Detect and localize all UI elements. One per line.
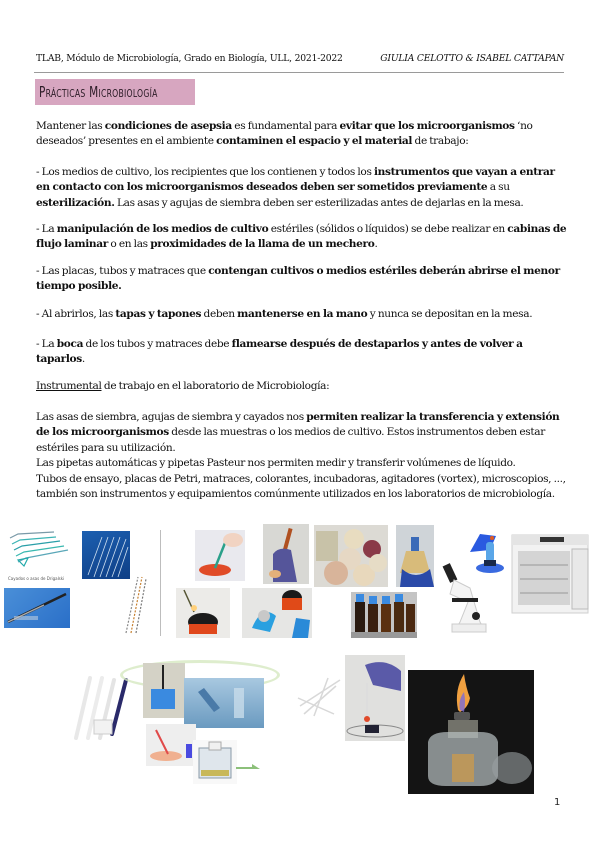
text: ‘no deseados’ presentes en el ambiente: [36, 120, 533, 148]
text: de los tubos y matraces debe: [83, 338, 232, 350]
inoculation-needle-image: [4, 588, 70, 628]
text: a su: [487, 181, 510, 194]
pipetting-petri-image: [146, 724, 196, 766]
text: Tubos de ensayo, placas de Petri, matraces, colorantes, incubadoras, agitadores (vortex), microscopios, ..., también son instrumentos y equipamientos comúnmente utilizados en los laboratorios de microbiología.: [36, 472, 566, 501]
paragraph-open-time: [36, 264, 568, 295]
lab-pipetting-image: [184, 678, 264, 728]
paragraph-flaming: [36, 337, 568, 368]
header-authors: GIULIA CELOTTO & ISABEL CATTAPAN: [380, 52, 564, 64]
bold-text: esterilización.: [36, 196, 115, 209]
bold-text: manipulación de los medios de cultivo: [56, 223, 269, 235]
bold-text: tapas y tapones: [115, 308, 202, 320]
arrow-icon: [236, 759, 260, 769]
text: Mantener las: [36, 120, 105, 132]
incubator-image: [510, 533, 594, 615]
page-title-text: Prácticas Microbiología: [39, 83, 158, 101]
text: .: [81, 353, 85, 366]
bold-text: contaminen el espacio y el material: [216, 135, 413, 148]
text: Las asas y agujas de siembra deben ser esterilizadas antes de dejarlas en la mesa.: [114, 196, 524, 209]
paragraph-asepsis-intro: [36, 119, 568, 150]
flaming-tube-gloved-image: [242, 588, 312, 638]
bold-text: condiciones de asepsia: [104, 120, 232, 132]
paragraph-instrumental-heading: [36, 379, 568, 394]
header-divider: [34, 72, 564, 73]
bold-text: proximidades de la llama de un mechero: [150, 238, 375, 251]
text: - Las placas, tubos y matraces que: [36, 265, 209, 277]
page-title: [35, 79, 195, 105]
bold-text: flamearse después de destaparlos y antes de volver a taparlos: [36, 338, 523, 366]
petri-dishes-image: [314, 525, 388, 587]
text: - Los medios de cultivo, los recipientes que los contienen y todos los: [36, 166, 374, 178]
text: deben: [201, 308, 238, 320]
flaming-loop-image: [176, 588, 230, 638]
text: de trabajo:: [412, 135, 469, 148]
text: .: [374, 238, 378, 251]
pasteur-pipettes-image: [294, 676, 344, 720]
paragraph-instruments: [36, 410, 568, 502]
bold-text: mantenerse en la mano: [237, 308, 368, 320]
text: - La: [36, 223, 57, 235]
bold-text: boca: [56, 338, 84, 350]
page-number: 1: [554, 797, 561, 808]
pipetting-tube-rack-image: [143, 663, 185, 718]
paragraph-lids: [36, 307, 568, 322]
flask-gloved-hand-image: [396, 525, 434, 587]
text: o en las: [108, 238, 151, 251]
inoculation-loops-image: [82, 531, 130, 579]
bold-text: instrumentos que vayan a entrar en contacto con los microorganismos deseados deben ser sometidos previamente: [36, 166, 555, 194]
streaking-petri-dish-image: [195, 530, 245, 581]
drigalski-caption: Cayados o asas de Drigalski: [8, 576, 65, 581]
text: desde las muestras o los medios de cultivo. Estos instrumentos deben estar estériles para su utilización.: [36, 426, 545, 454]
gloved-hand-tube-image: [263, 524, 309, 584]
text: y nunca se depositan en la mesa.: [367, 308, 533, 320]
page-header: [36, 50, 564, 66]
spirit-lamp-image: [408, 670, 534, 794]
microscope-image: [440, 562, 496, 634]
striped-pipettes-image: [122, 575, 148, 635]
drigalski-spreaders-image: [6, 530, 70, 568]
bold-text: cabinas de flujo laminar: [36, 223, 567, 251]
automatic-pipettes-image: [68, 672, 132, 744]
collage-divider: [160, 530, 161, 636]
laminar-box-image: [193, 740, 237, 784]
stain-bottles-image: [351, 592, 417, 638]
paragraph-sterilization: [36, 165, 568, 211]
header-course-info: TLAB, Módulo de Microbiología, Grado en Biología, ULL, 2021-2022: [36, 52, 343, 64]
text: es fundamental para: [231, 120, 340, 132]
pipetting-on-plate-image: [345, 655, 405, 741]
text: de trabajo en el laboratorio de Microbiología:: [101, 380, 330, 392]
text: - La: [36, 338, 57, 350]
paragraph-culture-handling: [36, 222, 568, 253]
text: - Al abrirlos, las: [36, 308, 116, 320]
text: Las pipetas automáticas y pipetas Pasteur nos permiten medir y transferir volúmenes de líquido.: [36, 457, 516, 470]
underlined-text: Instrumental: [36, 380, 102, 392]
bold-text: permiten realizar la transferencia y extensión de los microorganismos: [36, 411, 560, 439]
bold-text: evitar que los microorganismos: [339, 120, 515, 132]
bold-text: contengan cultivos o medios estériles deberán abrirse el menor tiempo posible.: [36, 265, 560, 293]
text: Las asas de siembra, agujas de siembra y cayados nos: [36, 411, 307, 423]
text: estériles (sólidos o líquidos) se debe realizar en: [268, 223, 508, 235]
